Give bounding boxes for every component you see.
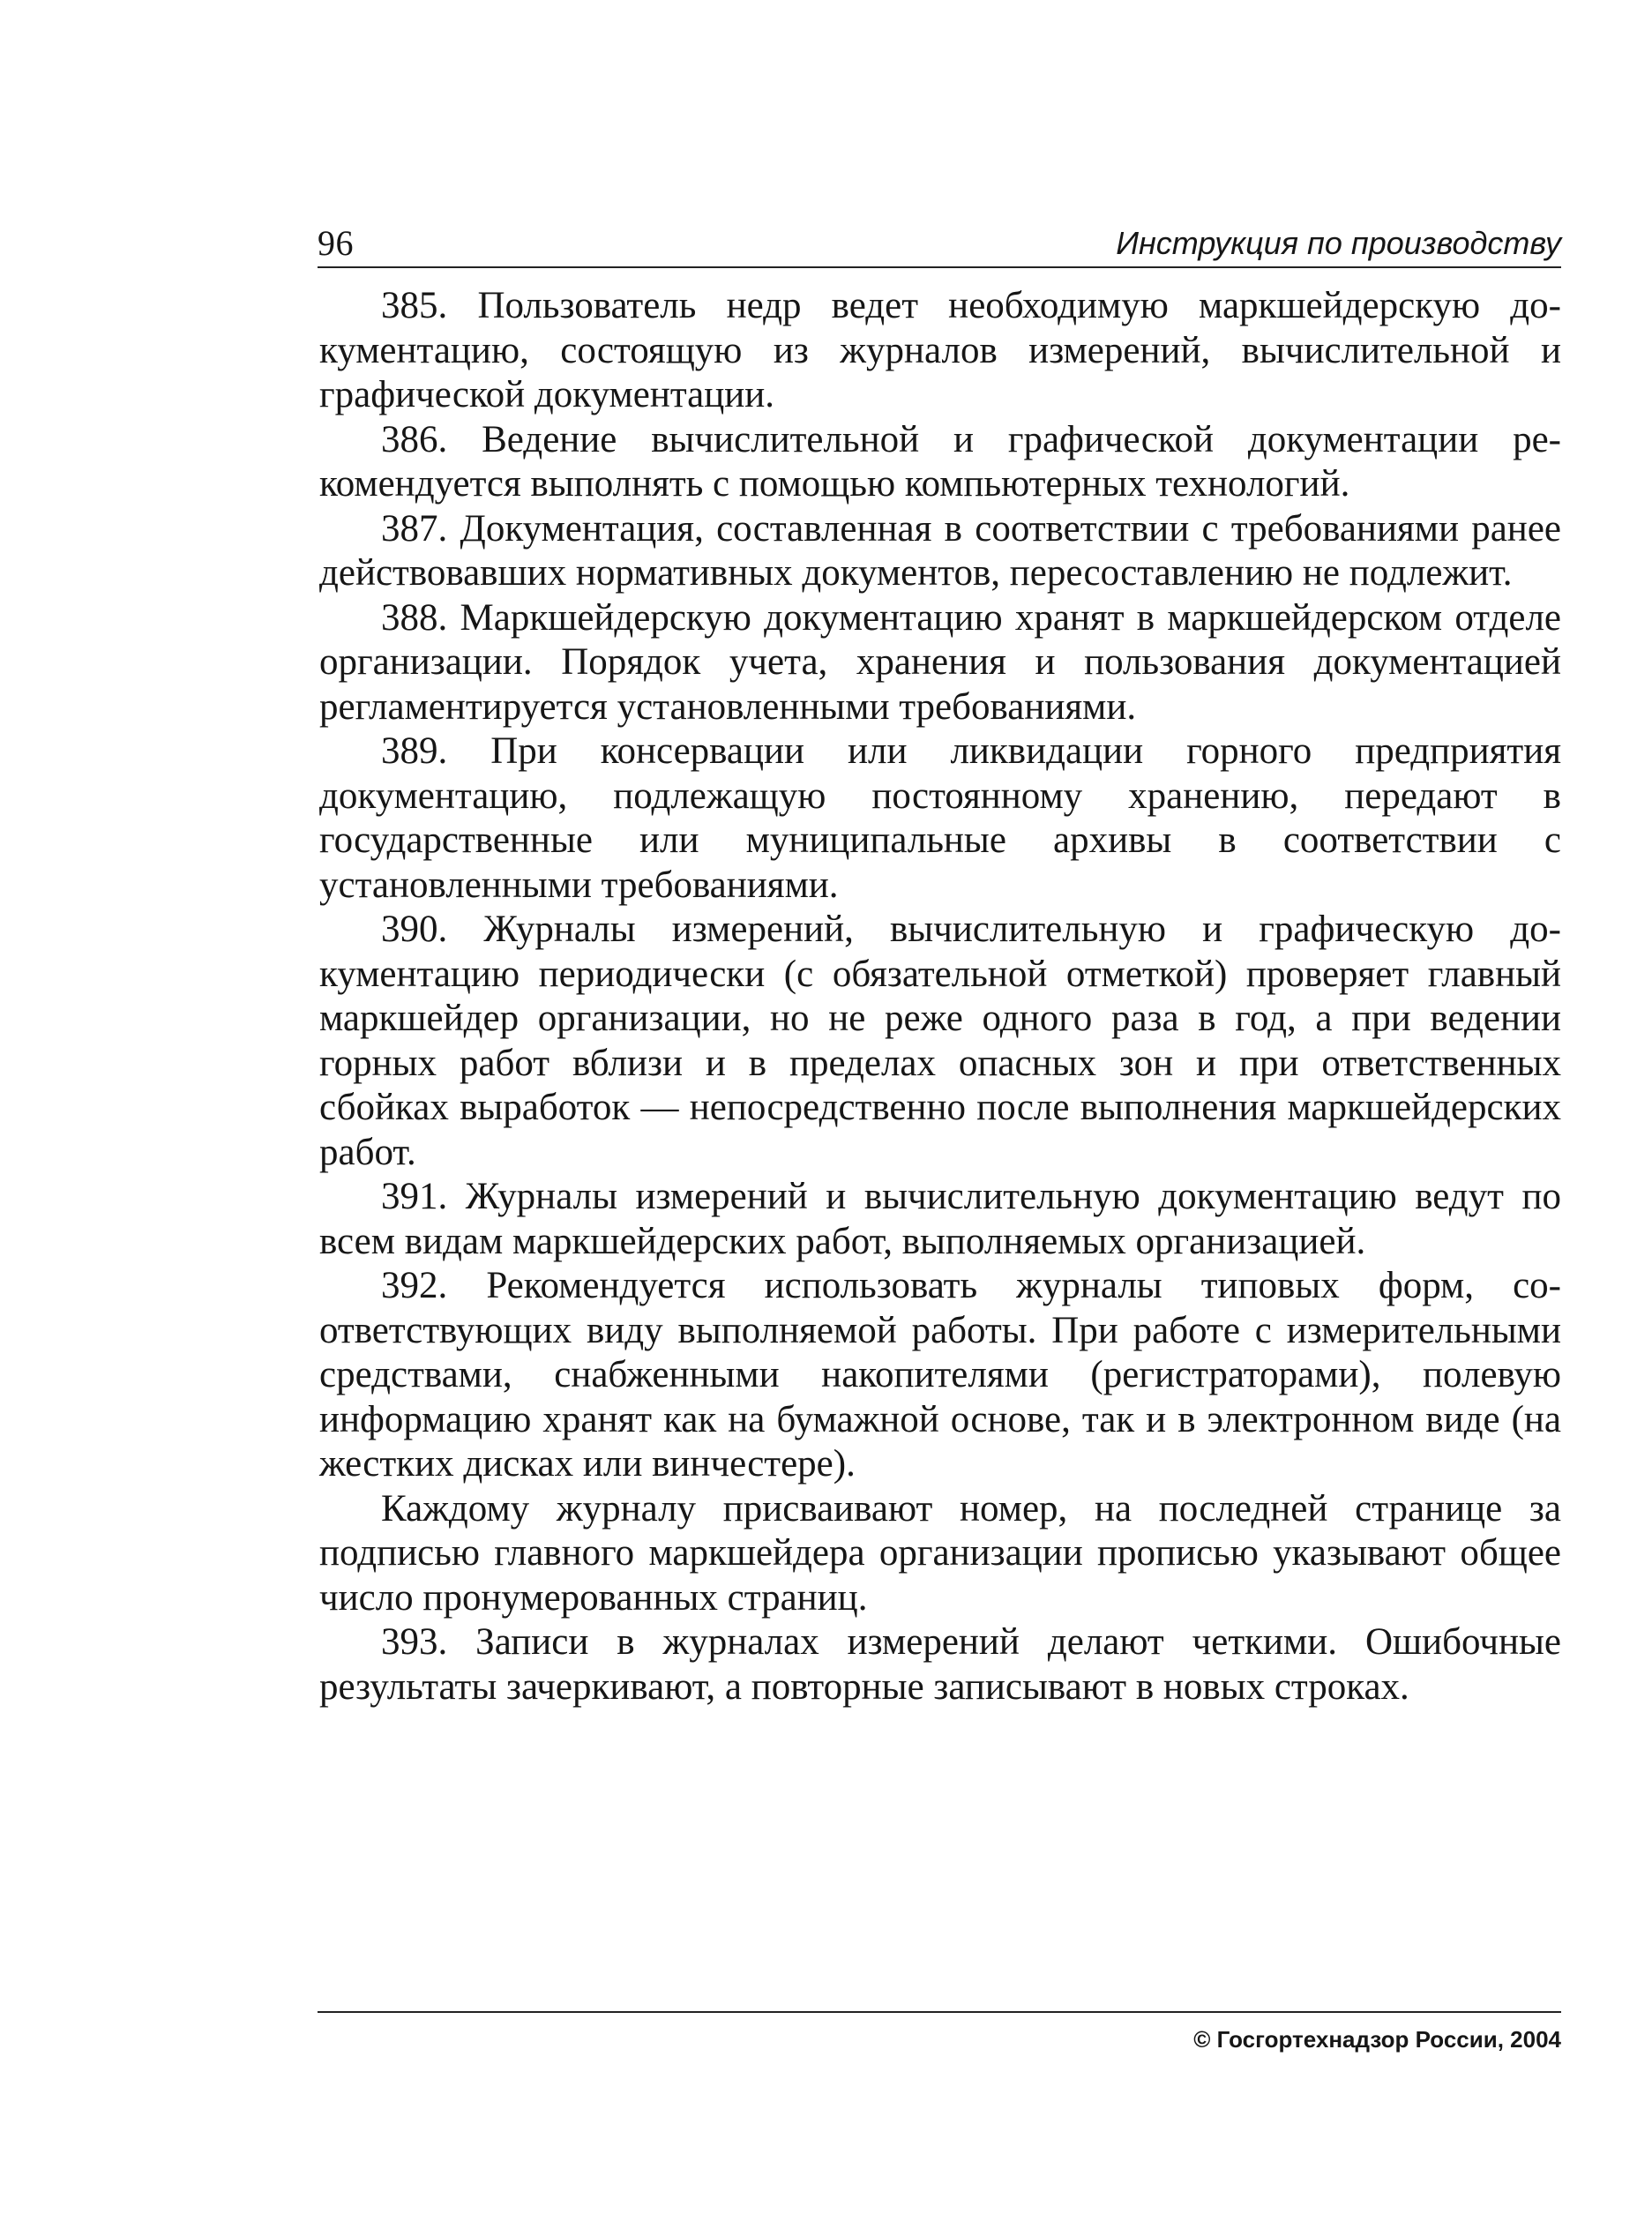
- paragraph-393: 393. Записи в журналах измерений делают четкими. Ошибочные результаты зачеркивают, а повторные записывают в новых строках.: [319, 1621, 1561, 1708]
- body-text: [319, 284, 1561, 1709]
- paragraph-391: 391. Журналы измерений и вычислительную документацию ведут по всем видам маркшейдерских работ, выполняемых организацией.: [319, 1176, 1561, 1262]
- running-title: Инструкция по производству: [1116, 225, 1561, 261]
- paragraph-390: 390. Журналы измерений, вычислительную и графическую документацию периодически (с обязательной отметкой) проверяет главный маркшейдер организации, но не реже одного раза в год, а при ведении горных работ вблизи и в пределах опасных зон и при ответственных сбойках выработок — непосредственно после выполнения маркшейдерских работ.: [319, 909, 1561, 1173]
- page-number: 96: [318, 223, 354, 263]
- copyright-notice: © Госгортехнадзор России, 2004: [1193, 2026, 1561, 2053]
- header-divider: [318, 266, 1561, 268]
- paragraph-389: 389. При консервации или ликвидации горного предприятия документацию, подлежащую постоянному хранению, передают в государственные или муниципальные архивы в соответствии с установленными требованиями.: [319, 730, 1561, 906]
- paragraph-392-continued: Каждому журналу присваивают номер, на последней странице за подписью главного маркшейдера организации прописью указывают общее число пронумерованных страниц.: [319, 1487, 1561, 1619]
- paragraph-386: 386. Ведение вычислительной и графической документации рекомендуется выполнять с помощью компьютерных технологий.: [319, 418, 1561, 505]
- paragraph-385: 385. Пользователь недр ведет необходимую маркшейдерскую документацию, состоящую из журналов измерений, вычислительной и графической документации.: [319, 285, 1561, 415]
- footer-divider: [318, 2011, 1561, 2013]
- paragraph-392: 392. Рекомендуется использовать журналы типовых форм, соответствующих виду выполняемой работы. При работе с измерительными средствами, снабженными накопителями (регистраторами), полевую информацию хранят как на бумажной основе, так и в электронном виде (на жестких дисках или винчестере).: [319, 1265, 1561, 1485]
- page-header: [318, 222, 1561, 268]
- paragraph-387: 387. Документация, составленная в соответствии с требованиями ранее действовавших нормативных документов, пересоставлению не подлежит.: [319, 507, 1561, 594]
- paragraph-388: 388. Маркшейдерскую документацию хранят в маркшейдерском отделе организации. Порядок учета, хранения и пользования документацией регламентируется установленными требованиями.: [319, 596, 1561, 728]
